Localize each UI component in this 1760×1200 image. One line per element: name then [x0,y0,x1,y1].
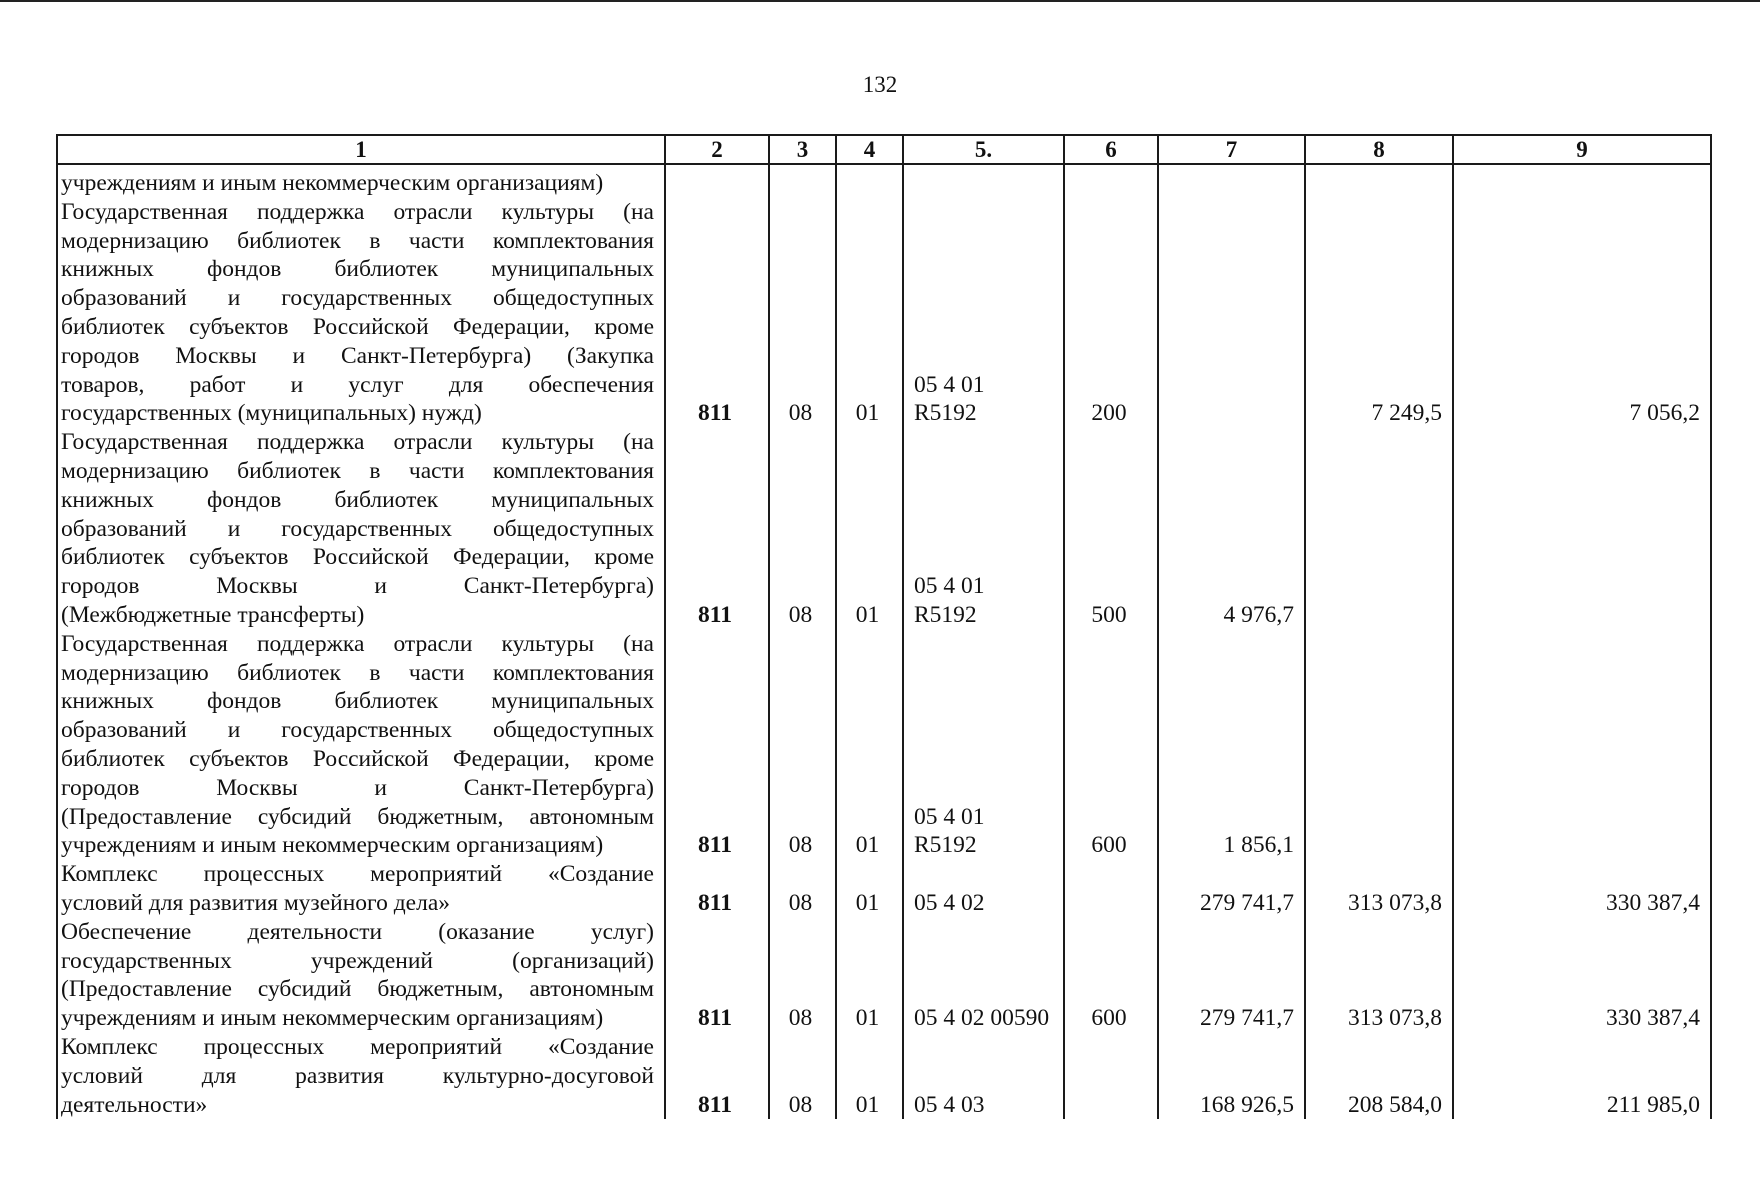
row-amount-col7: 4 976,7 [1158,428,1305,630]
description-line: библиотек субъектов Российской Федерации, кроме [61,544,654,571]
description-line: Обеспечение деятельности (оказание услуг) [61,918,654,945]
table-row [57,860,1711,918]
row-target-article [903,164,1064,198]
row-subsection-code: 01 [836,630,903,860]
description-line: модернизацию библиотек в части комплектования [61,457,654,484]
row-grbs-code: 811 [665,1033,769,1119]
description-line: книжных фондов библиотек муниципальных [61,256,654,283]
row-section-code: 08 [769,428,836,630]
row-target-article: 05 4 03 [903,1033,1064,1119]
header-col-3: 3 [769,135,836,164]
header-col-5: 5. [903,135,1064,164]
description-line: городов Москвы и Санкт-Петербурга) (Закупка [61,342,654,369]
row-grbs-code: 811 [665,860,769,918]
description-line: библиотек субъектов Российской Федерации, кроме [61,745,654,772]
row-amount-col9: 330 387,4 [1453,860,1711,918]
description-line: книжных фондов библиотек муниципальных [61,688,654,715]
header-row [57,135,1711,164]
table-row [57,630,1711,860]
row-amount-col7: 279 741,7 [1158,860,1305,918]
row-target-article: 05 4 02 00590 [903,918,1064,1033]
description-line: Государственная поддержка отрасли культуры (на [61,429,654,456]
row-grbs-code [665,164,769,198]
row-amount-col7 [1158,164,1305,198]
header-col-8: 8 [1305,135,1453,164]
header-col-1: 1 [57,135,665,164]
table-row [57,918,1711,1033]
row-description [57,428,665,630]
row-section-code: 08 [769,630,836,860]
row-section-code: 08 [769,198,836,428]
description-line: (Предоставление субсидий бюджетным, автономным [61,976,654,1003]
row-amount-col9 [1453,630,1711,860]
row-subsection-code [836,164,903,198]
row-subsection-code: 01 [836,198,903,428]
description-line: модернизацию библиотек в части комплектования [61,227,654,254]
row-subsection-code: 01 [836,1033,903,1119]
row-expense-type [1064,860,1158,918]
description-line: Комплекс процессных мероприятий «Создание [61,1033,654,1060]
row-amount-col8: 7 249,5 [1305,198,1453,428]
table-row [57,1033,1711,1119]
row-description [57,1033,665,1119]
header-col-4: 4 [836,135,903,164]
description-line: городов Москвы и Санкт-Петербурга) [61,774,654,801]
description-line: (Межбюджетные трансферты) [61,601,365,628]
table-row [57,198,1711,428]
description-line: условий для развития культурно-досуговой [61,1062,654,1089]
row-description [57,630,665,860]
row-expense-type: 600 [1064,630,1158,860]
row-target-article: 05 4 01 R5192 [903,630,1064,860]
description-line: государственных учреждений (организаций) [61,947,654,974]
row-expense-type: 600 [1064,918,1158,1033]
row-amount-col8: 208 584,0 [1305,1033,1453,1119]
row-amount-col9: 330 387,4 [1453,918,1711,1033]
row-target-article: 05 4 01 R5192 [903,428,1064,630]
row-expense-type [1064,1033,1158,1119]
row-grbs-code: 811 [665,428,769,630]
row-section-code [769,164,836,198]
description-line: Государственная поддержка отрасли культуры (на [61,198,654,225]
row-expense-type [1064,164,1158,198]
top-rule [0,0,1760,2]
row-description [57,860,665,918]
description-line: (Предоставление субсидий бюджетным, автономным [61,803,654,830]
description-line: образований и государственных общедоступных [61,285,654,312]
description-line: городов Москвы и Санкт-Петербурга) [61,573,654,600]
row-description [57,918,665,1033]
row-subsection-code: 01 [836,918,903,1033]
description-line: библиотек субъектов Российской Федерации, кроме [61,313,654,340]
description-line: книжных фондов библиотек муниципальных [61,486,654,513]
page-number: 132 [862,72,898,97]
row-amount-col7: 1 856,1 [1158,630,1305,860]
description-line: государственных (муниципальных) нужд) [61,400,482,427]
description-line: учреждениям и иным некоммерческим организациям) [61,170,604,196]
row-section-code: 08 [769,860,836,918]
row-subsection-code: 01 [836,428,903,630]
header-col-9: 9 [1453,135,1711,164]
row-amount-col8 [1305,164,1453,198]
budget-table [56,134,1712,1119]
row-expense-type: 200 [1064,198,1158,428]
description-line: условий для развития музейного дела» [61,889,451,916]
row-expense-type: 500 [1064,428,1158,630]
row-amount-col9: 211 985,0 [1453,1033,1711,1119]
description-line: товаров, работ и услуг для обеспечения [61,371,654,398]
header-col-6: 6 [1064,135,1158,164]
description-line: учреждениям и иным некоммерческим организациям) [61,832,604,859]
table-row [57,428,1711,630]
row-grbs-code: 811 [665,198,769,428]
description-line: деятельности» [61,1091,208,1118]
row-grbs-code: 811 [665,630,769,860]
description-line: модернизацию библиотек в части комплектования [61,659,654,686]
row-amount-col9: 7 056,2 [1453,198,1711,428]
description-line: образований и государственных общедоступных [61,515,654,542]
row-amount-col8 [1305,630,1453,860]
row-amount-col7: 279 741,7 [1158,918,1305,1033]
description-line: учреждениям и иным некоммерческим организациям) [61,1005,604,1032]
table-body [57,164,1711,1119]
header-col-7: 7 [1158,135,1305,164]
row-subsection-code: 01 [836,860,903,918]
row-amount-col9 [1453,164,1711,198]
row-section-code: 08 [769,1033,836,1119]
row-description [57,164,665,198]
description-line: Государственная поддержка отрасли культуры (на [61,630,654,657]
row-amount-col9 [1453,428,1711,630]
row-target-article: 05 4 02 [903,860,1064,918]
row-target-article: 05 4 01 R5192 [903,198,1064,428]
row-amount-col7: 168 926,5 [1158,1033,1305,1119]
row-grbs-code: 811 [665,918,769,1033]
row-section-code: 08 [769,918,836,1033]
description-line: Комплекс процессных мероприятий «Создание [61,861,654,888]
row-amount-col8: 313 073,8 [1305,860,1453,918]
row-amount-col7 [1158,198,1305,428]
row-amount-col8: 313 073,8 [1305,918,1453,1033]
description-line: образований и государственных общедоступных [61,717,654,744]
table-row [57,164,1711,198]
header-col-2: 2 [665,135,769,164]
row-amount-col8 [1305,428,1453,630]
row-description [57,198,665,428]
